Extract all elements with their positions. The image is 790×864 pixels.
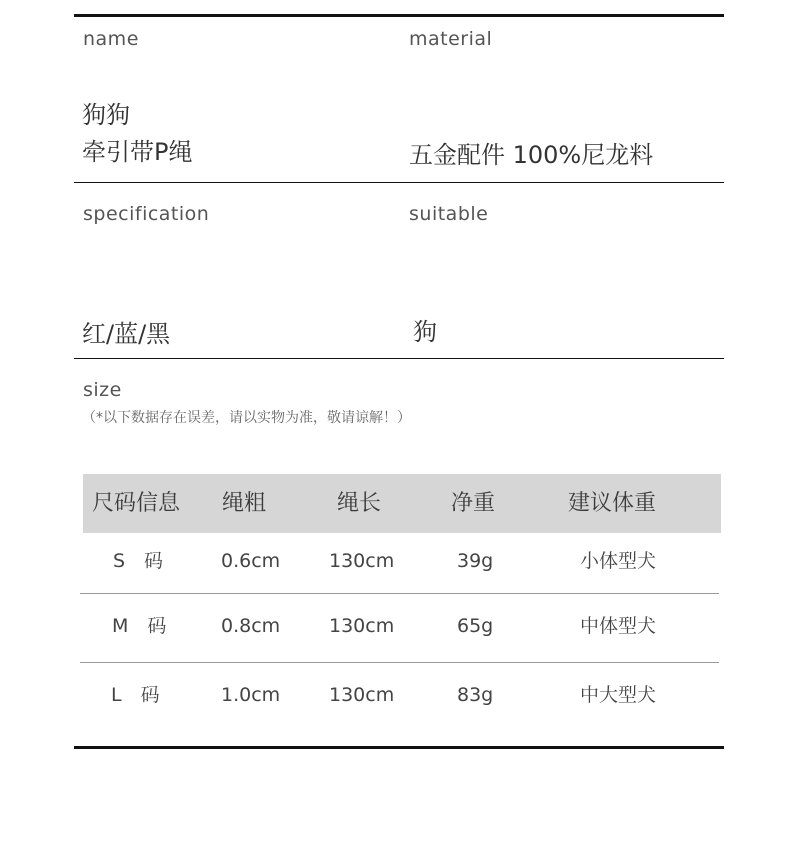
row-divider — [80, 593, 719, 594]
header-rope-length: 绳长 — [337, 491, 382, 516]
suitable-value: 狗 — [413, 318, 437, 346]
info-divider-2 — [74, 358, 724, 359]
material-value: 五金配件 100%尼龙料 — [409, 141, 654, 169]
specification-label: specification — [83, 203, 210, 225]
size-cell: L 码 — [111, 684, 160, 706]
size-note: （*以下数据存在误差，请以实物为准，敬请谅解！） — [82, 410, 411, 426]
size-table-header — [83, 474, 721, 533]
size-cell: S 码 — [113, 550, 164, 572]
name-label: name — [83, 28, 139, 50]
weight-cell: 39g — [457, 550, 494, 572]
material-label: material — [409, 28, 493, 50]
table-row — [80, 665, 719, 725]
thickness-cell: 0.6cm — [221, 550, 281, 572]
row-divider — [80, 662, 719, 663]
thickness-cell: 0.8cm — [221, 615, 281, 637]
thickness-cell: 1.0cm — [221, 684, 281, 706]
name-value-line2: 牵引带P绳 — [82, 138, 193, 166]
weight-cell: 83g — [457, 684, 494, 706]
length-cell: 130cm — [329, 550, 395, 572]
table-row — [80, 531, 719, 591]
name-value-line1: 狗狗 — [82, 101, 130, 129]
header-net-weight: 净重 — [451, 491, 496, 516]
length-cell: 130cm — [329, 684, 395, 706]
header-size-info: 尺码信息 — [92, 491, 181, 516]
table-row — [80, 596, 719, 656]
suitable-label: suitable — [409, 203, 489, 225]
suggested-weight-cell: 中体型犬 — [580, 615, 657, 637]
info-divider-1 — [74, 182, 724, 183]
top-divider — [74, 14, 724, 17]
suggested-weight-cell: 中大型犬 — [580, 684, 657, 706]
size-cell: M 码 — [112, 615, 167, 637]
bottom-divider — [74, 746, 724, 749]
weight-cell: 65g — [457, 615, 494, 637]
size-label: size — [83, 379, 122, 401]
header-recommended-weight: 建议体重 — [568, 491, 657, 516]
specification-value: 红/蓝/黑 — [82, 320, 171, 348]
suggested-weight-cell: 小体型犬 — [580, 550, 657, 572]
length-cell: 130cm — [329, 615, 395, 637]
header-rope-thickness: 绳粗 — [222, 491, 267, 516]
